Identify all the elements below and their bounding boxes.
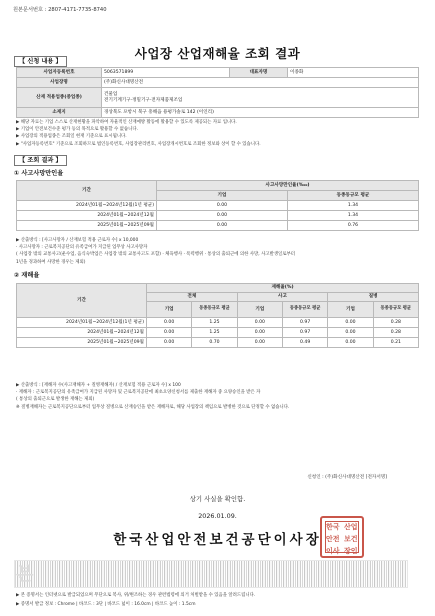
results-section-title: 【 조회 결과 】 xyxy=(14,155,67,166)
value-address: 경상북도 포항시 북구 흥해읍 용평가솔로 142 (이인리) xyxy=(102,108,419,118)
notes-injury xyxy=(16,382,289,411)
applicant-table xyxy=(16,67,419,118)
header-company: 기업 xyxy=(147,302,192,318)
note-line: ▶ 기업이 안전보건수준 평가 등의 목적으로 활용할 수 없습니다. xyxy=(16,127,138,133)
value-industry: 건물업 전기기계기구·정밀기구·전자제품제조업 xyxy=(102,88,419,108)
applicant-signature: 신청인 : (주)화신사대명산전 [전자서명] xyxy=(307,475,387,480)
value-cell: 0.28 xyxy=(373,328,418,338)
note-line: ( 통상의 출퇴근으로 발생한 재해는 제외) xyxy=(16,397,95,403)
value-cell: 1.25 xyxy=(192,328,237,338)
footer-line: ▶ 증명서 발급 정보 : Chrome | 바코드 : 3단 | 바코드 넓이 : 16.0cm | 바코드 높이 : 1.5cm xyxy=(16,602,196,607)
notes-accident xyxy=(16,237,295,266)
document-barcode xyxy=(14,560,408,588)
value-cell: 0.00 xyxy=(328,328,373,338)
header-company: 기업 xyxy=(237,302,282,318)
value-company-name: (주)화신사대명산전 xyxy=(102,78,419,88)
value-cell: 0.00 xyxy=(147,338,192,348)
issuing-organization: 한국산업안전보건공단이사장 xyxy=(113,532,322,548)
label-ceo: 대표자명 xyxy=(230,68,288,78)
header-industry-avg: 동종동규모 평균 xyxy=(288,191,419,201)
value-cell: 0.00 xyxy=(147,328,192,338)
header-accident: 사고 xyxy=(237,293,328,302)
value-cell: 0.28 xyxy=(373,318,418,328)
header-industry-avg: 동종동규모 평균 xyxy=(192,302,237,318)
watermark-logo: 본 xyxy=(16,564,34,585)
applicant-section-title: 【 신청 내용 】 xyxy=(14,56,67,67)
injury-table xyxy=(16,283,419,348)
header-period: 기간 xyxy=(17,181,157,201)
note-line: · 사고사망자 : 근로복지공단의 유족급여가 지급된 업무상 사고사망자 xyxy=(16,245,148,251)
period-cell: 2025년01월~2025년09월 xyxy=(17,338,147,348)
footer-line: ▶ 본 증명서는 인터넷으로 발급되었으며 무단으로 복사, 위/변조하는 경우 관련법령에 의거 처벌받을 수 있음을 알려드립니다. xyxy=(16,593,256,598)
table-row xyxy=(17,328,419,338)
note-line: ※ 질병재해자는 근로복지공단으로부터 업무상 질병으로 산재승인을 받은 재해자로, 해당 사업장의 책임으로 발병한 것으로 단정할 수 없습니다. xyxy=(16,404,290,410)
table-row xyxy=(17,221,419,231)
injury-heading: ② 재해율 xyxy=(14,272,40,279)
header-total: 전체 xyxy=(147,293,238,302)
value-cell: 0.00 xyxy=(237,328,282,338)
header-industry-avg: 동종동규모 평균 xyxy=(282,302,327,318)
label-company-name: 사업장명 xyxy=(17,78,102,88)
period-cell: 2025년01월~2025년09월 xyxy=(17,221,157,231)
company-value: 0.00 xyxy=(157,201,288,211)
industry-value: 0.76 xyxy=(288,221,419,231)
industry-value: 1.34 xyxy=(288,201,419,211)
label-address: 소재지 xyxy=(17,108,102,118)
official-seal-stamp: 한국 산업 안전 보건 이사 장인 xyxy=(320,516,364,558)
header-injury-rate: 재해율(%) xyxy=(147,284,419,293)
header-company: 기업 xyxy=(328,302,373,318)
company-value: 0.00 xyxy=(157,221,288,231)
value-cell: 0.00 xyxy=(328,318,373,328)
value-cell: 0.00 xyxy=(147,318,192,328)
note-line: ▶ 해당 자료는 기업 스스로 산재현황을 파악하여 자율적인 산재예방 활동에 활용할 수 있도록 제공되는 자료 입니다. xyxy=(16,120,237,125)
table-row xyxy=(17,318,419,328)
note-line: ( 사업장 밖의 교통사고(운수업, 음식숙박업은 사업장 밖의 교통사고도 포함) · 체육행사 · 폭력행위 · 통상의 출퇴근에 의한 사망, 사고발생일로부터 xyxy=(16,252,296,258)
confirmation-text: 상기 사실을 확인함. xyxy=(189,495,246,503)
value-cell: 0.00 xyxy=(237,318,282,328)
company-value: 0.00 xyxy=(157,211,288,221)
period-cell: 2024년01월~2024년12월 xyxy=(17,328,147,338)
note-line: · 재해자 : 근로복지공단의 유족급여가 지급된 사망자 및 근로복지공단에 최초요양신청서를 제출한 재해자 중 요양승인을 받은 자 xyxy=(16,390,261,396)
applicant-row-address xyxy=(17,108,419,118)
value-cell: 0.00 xyxy=(328,338,373,348)
header-company: 기업 xyxy=(157,191,288,201)
value-cell: 0.70 xyxy=(192,338,237,348)
value-cell: 0.97 xyxy=(282,318,327,328)
label-bizno: 사업자등록번호 xyxy=(17,68,102,78)
applicant-row-industry xyxy=(17,88,419,108)
note-line: ▶ 산출방식 : [사고사망자 / 산재보험 적용 근로자 수] x 10,000 xyxy=(16,238,139,243)
table-row xyxy=(17,338,419,348)
header-period: 기간 xyxy=(17,284,147,318)
value-cell: 0.49 xyxy=(282,338,327,348)
value-cell: 0.00 xyxy=(237,338,282,348)
document-number: 원본문서번호 : 2807-4171-7735-8740 xyxy=(13,7,107,13)
value-cell: 0.97 xyxy=(282,328,327,338)
table-row xyxy=(17,201,419,211)
header-industry-avg: 동종동규모 평균 xyxy=(373,302,418,318)
note-line: 1년을 경과하여 사망한 경우는 제외) xyxy=(16,259,86,265)
value-bizno: 5063571899 xyxy=(102,68,230,78)
period-cell: 2024년01월~2024년12월(1년 평균) xyxy=(17,318,147,328)
value-cell: 1.25 xyxy=(192,318,237,328)
applicant-row-bizno xyxy=(17,68,419,78)
label-industry: 산재 적용업종(중업종) xyxy=(17,88,102,108)
note-line: ▶ 사업장의 적용업종은 조회일 현재 기준으로 표시됩니다. xyxy=(16,134,127,140)
value-ceo: 이종화 xyxy=(288,68,419,78)
value-cell: 0.21 xyxy=(373,338,418,348)
notes-applicant xyxy=(16,119,261,148)
accident-heading: ① 사고사망만인율 xyxy=(14,170,64,177)
note-line: ▶ 산출방식 : [재해자 수(사고재해자 + 질병재해자) / 산재보험 적용 근로자 수] x 100 xyxy=(16,383,181,388)
table-row xyxy=(17,211,419,221)
applicant-row-name xyxy=(17,78,419,88)
header-accident-rate: 사고사망만인율(‱) xyxy=(157,181,419,191)
header-disease: 질병 xyxy=(328,293,419,302)
period-cell: 2024년01월~2024년12월 xyxy=(17,211,157,221)
note-line: ▶ "사업자등록번호" 기준으로 조회하므로 법인등록번호, 사업장관리번호, 사업장개시번호로 조회한 정보와 상이 할 수 있습니다. xyxy=(16,141,261,147)
industry-value: 1.34 xyxy=(288,211,419,221)
page-title: 사업장 산업재해율 조회 결과 xyxy=(134,46,301,61)
accident-table xyxy=(16,180,419,231)
issue-date: 2026.01.09. xyxy=(198,512,237,520)
period-cell: 2024년01월~2024년12월(1년 평균) xyxy=(17,201,157,211)
